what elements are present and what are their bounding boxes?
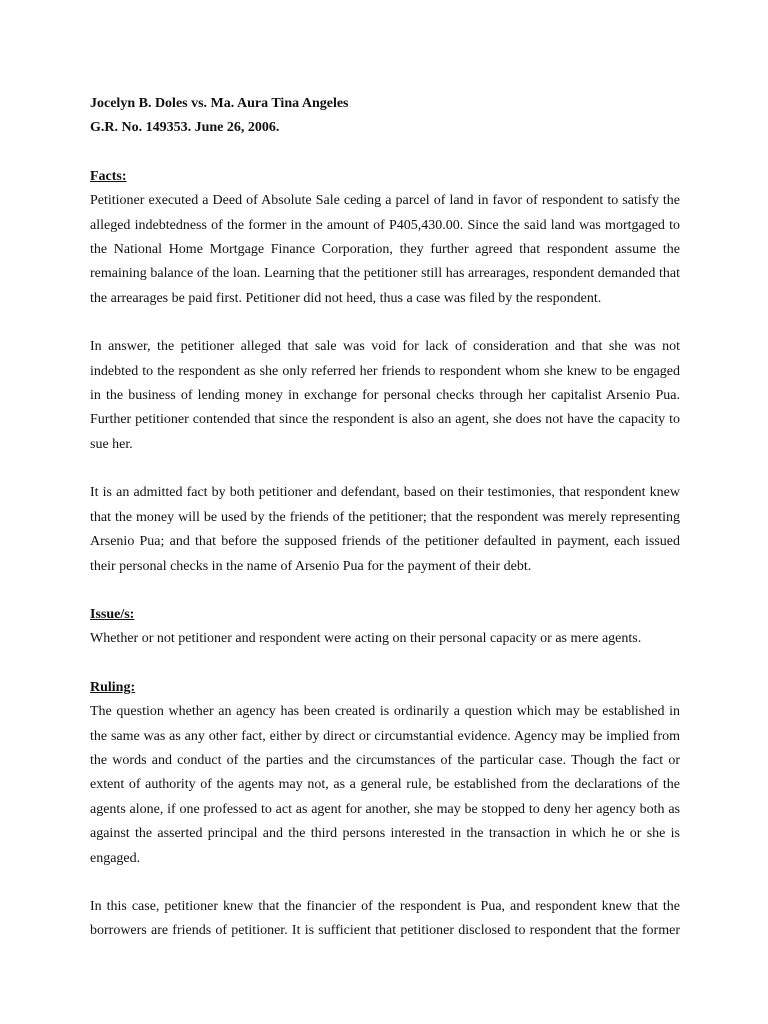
facts-paragraph-2: In answer, the petitioner alleged that sale was void for lack of consideration and that she was not indebted to the respondent as she only referred her friends to respondent whom she knew to be engaged in the business of lending money in exchange for personal checks through her capitalist Arsenio Pua. Further petitioner contended that since the respondent is also an agent, she does not have the capacity to sue her. [90, 339, 680, 452]
issues-heading: Issue/s: [90, 606, 135, 622]
issues-text: Whether or not petitioner and respondent were acting on their personal capacity or as mere agents. [90, 631, 642, 647]
ruling-paragraph-2: In this case, petitioner knew that the financier of the respondent is Pua, and respondent knew that the borrowers are friends of petitioner. It is sufficient that petitioner disclosed to respondent that the former [90, 898, 680, 939]
facts-heading: Facts: [90, 168, 127, 184]
ruling-heading: Ruling: [90, 679, 136, 695]
case-citation: G.R. No. 149353. June 26, 2006. [90, 120, 280, 136]
document-page [90, 92, 680, 944]
ruling-paragraph-1: The question whether an agency has been created is ordinarily a question which may be established in the same was as any other fact, either by direct or circumstantial evidence. Agency may be implied from the words and conduct of the parties and the circumstances of the particular case. Though the fact or extent of authority of the agents may not, as a general rule, be established from the declarations of the agents alone, if one professed to act as agent for another, she may be stopped to deny her agency both as against the asserted principal and the third persons interested in the transaction in which he or she is engaged. [90, 704, 680, 866]
facts-paragraph-1: Petitioner executed a Deed of Absolute Sale ceding a parcel of land in favor of respondent to satisfy the alleged indebtedness of the former in the amount of P405,430.00. Since the said land was mortgaged to the National Home Mortgage Finance Corporation, they further agreed that respondent assume the remaining balance of the loan. Learning that the petitioner still has arrearages, respondent demanded that the arrearages be paid first. Petitioner did not heed, thus a case was filed by the respondent. [90, 193, 680, 306]
case-title: Jocelyn B. Doles vs. Ma. Aura Tina Angeles [90, 96, 349, 111]
facts-paragraph-3: It is an admitted fact by both petitioner and defendant, based on their testimonies, that respondent knew that the money will be used by the friends of the petitioner; that the respondent was merely representing Arsenio Pua; and that before the supposed friends of the petitioner defaulted in payment, each issued their personal checks in the name of Arsenio Pua for the payment of their debt. [90, 485, 680, 574]
